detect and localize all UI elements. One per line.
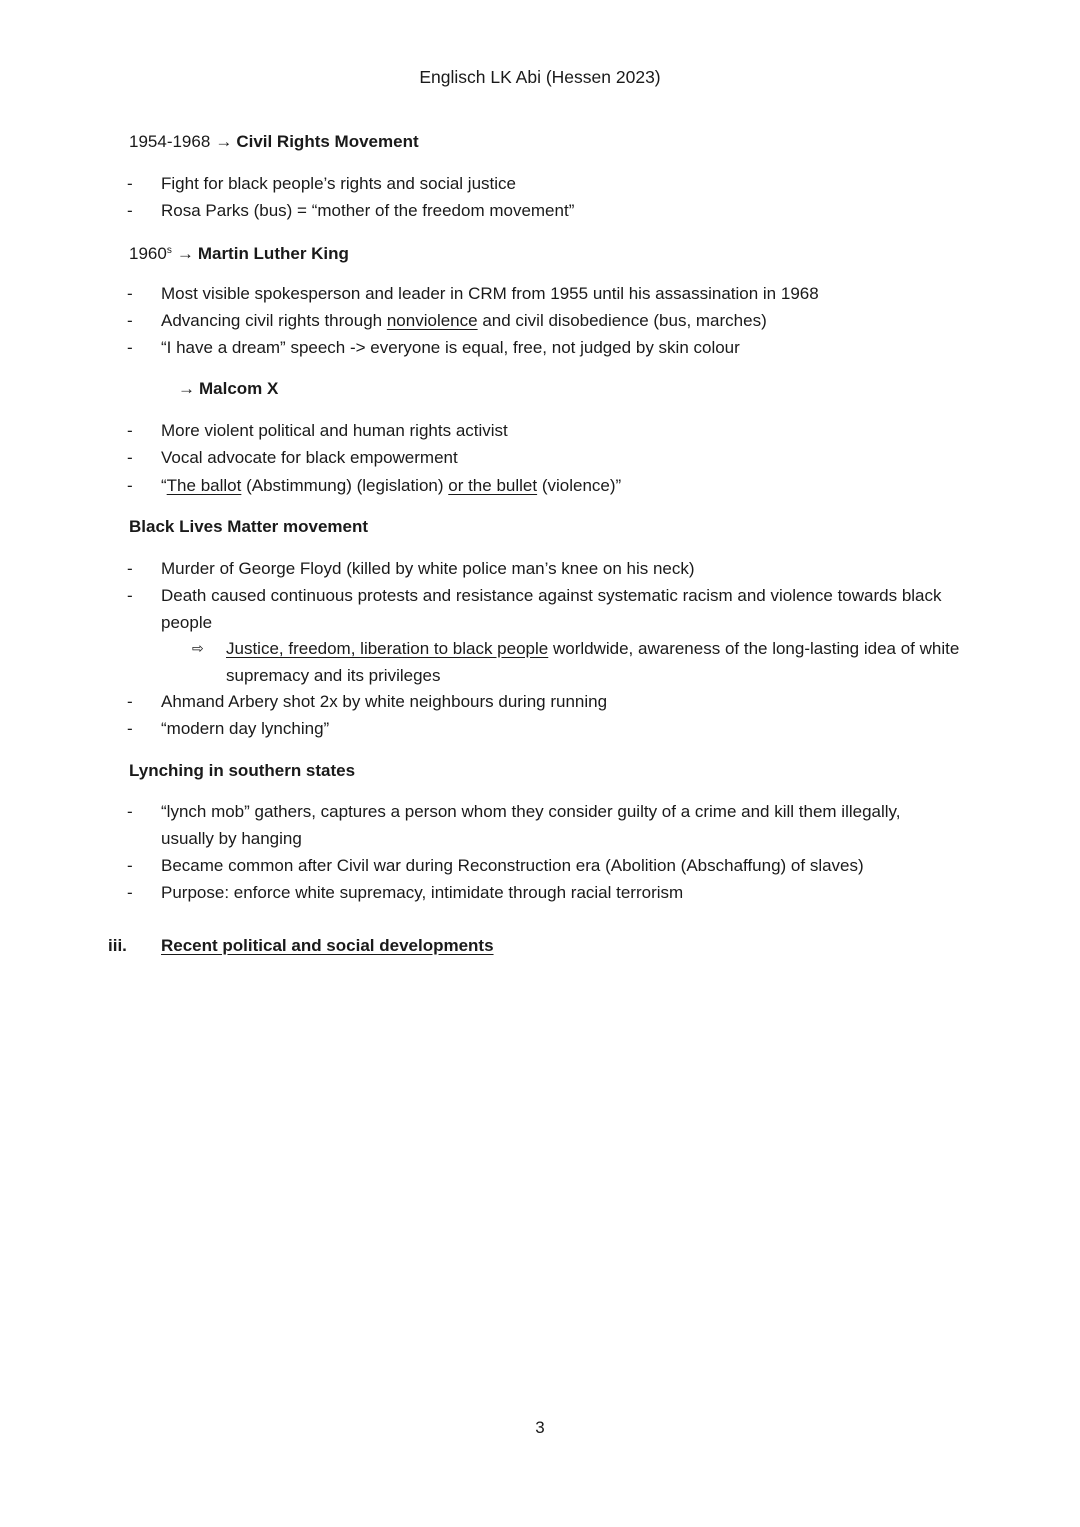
list-item	[127, 715, 961, 742]
mlk-year-sup: s	[166, 245, 172, 256]
blm-sub-underlined: Justice, freedom, liberation to black people	[226, 639, 549, 658]
list-item	[127, 798, 921, 852]
blm-item-text: Death caused continuous protests and resistance against systematic racism and violence towards black people	[161, 586, 942, 632]
crm-years: 1954-1968	[129, 132, 211, 151]
lynching-heading	[129, 757, 355, 784]
dash-bullet: -	[127, 448, 133, 467]
mlk-year: 1960	[129, 244, 167, 263]
arrow-right-icon: →	[176, 244, 194, 263]
dash-bullet: -	[127, 559, 133, 578]
page-number: 3	[535, 1418, 545, 1437]
malcolm-quote-open: “	[161, 476, 167, 495]
list-item	[127, 307, 961, 334]
section-title: Recent political and social developments	[161, 936, 494, 955]
list-item	[127, 444, 961, 471]
blm-sub-text: worldwide, awareness of the long-lasting idea of white supremacy and its privileges	[226, 639, 960, 685]
list-item	[127, 472, 961, 499]
dash-bullet: -	[127, 174, 133, 193]
list-item	[127, 879, 961, 906]
dash-bullet: -	[127, 802, 133, 821]
dash-bullet: -	[127, 338, 133, 357]
list-item	[127, 582, 956, 636]
lynching-item-text: “lynch mob” gathers, captures a person whom they consider guilty of a crime and kill them illegally, usually by hanging	[161, 802, 901, 848]
mlk-title: Martin Luther King	[197, 244, 349, 263]
dash-bullet: -	[127, 856, 133, 875]
dash-bullet: -	[127, 586, 133, 605]
list-item	[127, 688, 961, 715]
mlk-item-text: “I have a dream” speech -> everyone is equal, free, not judged by skin colour	[161, 338, 740, 357]
malcolm-item-text-mid: (Abstimmung) (legislation)	[241, 476, 449, 495]
arrow-right-icon: →	[178, 379, 195, 398]
list-item	[127, 334, 961, 361]
crm-item-text: Fight for black people’s rights and social justice	[161, 174, 516, 193]
mlk-item-text: Most visible spokesperson and leader in CRM from 1955 until his assassination in 1968	[161, 284, 819, 303]
blm-heading	[129, 513, 368, 540]
crm-title: Civil Rights Movement	[236, 132, 419, 151]
mlk-heading	[129, 237, 349, 267]
crm-heading	[129, 128, 419, 155]
malcolm-bullet-underlined: or the bullet	[448, 476, 538, 495]
blm-item-text: Murder of George Floyd (killed by white police man’s knee on his neck)	[161, 559, 695, 578]
mlk-item-text-underlined: nonviolence	[386, 311, 478, 330]
list-item	[127, 197, 961, 224]
dash-bullet: -	[127, 719, 133, 738]
list-item	[127, 555, 961, 582]
dash-bullet: -	[127, 201, 133, 220]
lynching-item-text: Purpose: enforce white supremacy, intimidate through racial terrorism	[161, 883, 684, 902]
page-header: Englisch LK Abi (Hessen 2023)	[419, 67, 661, 87]
blm-item-text: “modern day lynching”	[161, 719, 330, 738]
malcolm-ballot-underlined: The ballot	[166, 476, 242, 495]
mlk-item-text-post: and civil disobedience (bus, marches)	[477, 311, 767, 330]
lynching-item-text: Became common after Civil war during Reconstruction era (Abolition (Abschaffung) of slaves)	[161, 856, 864, 875]
malcolm-item-text-post: (violence)”	[537, 476, 622, 495]
blm-sub-item	[192, 635, 966, 689]
crm-item-text: Rosa Parks (bus) = “mother of the freedom movement”	[161, 201, 575, 220]
blm-title: Black Lives Matter movement	[129, 517, 369, 536]
arrow-right-icon: →	[215, 132, 233, 151]
dash-bullet: -	[127, 476, 133, 495]
dash-bullet: -	[127, 421, 133, 440]
blm-item-text: Ahmand Arbery shot 2x by white neighbours during running	[161, 692, 608, 711]
list-item	[127, 417, 961, 444]
dash-bullet: -	[127, 311, 133, 330]
section-heading	[108, 932, 494, 959]
malcolm-item-text: More violent political and human rights activist	[161, 421, 508, 440]
section-number: iii.	[108, 936, 127, 955]
malcolm-item-text: Vocal advocate for black empowerment	[161, 448, 458, 467]
lynching-title: Lynching in southern states	[129, 761, 356, 780]
list-item	[127, 852, 961, 879]
mlk-item-text-pre: Advancing civil rights through	[161, 311, 387, 330]
dash-bullet: -	[127, 883, 133, 902]
list-item	[127, 170, 961, 197]
dash-bullet: -	[127, 692, 133, 711]
malcolm-title: Malcom X	[199, 379, 279, 398]
list-item	[127, 280, 961, 307]
dash-bullet: -	[127, 284, 133, 303]
malcolm-heading	[178, 375, 278, 402]
hollow-arrow-icon: ⇨	[192, 640, 204, 656]
